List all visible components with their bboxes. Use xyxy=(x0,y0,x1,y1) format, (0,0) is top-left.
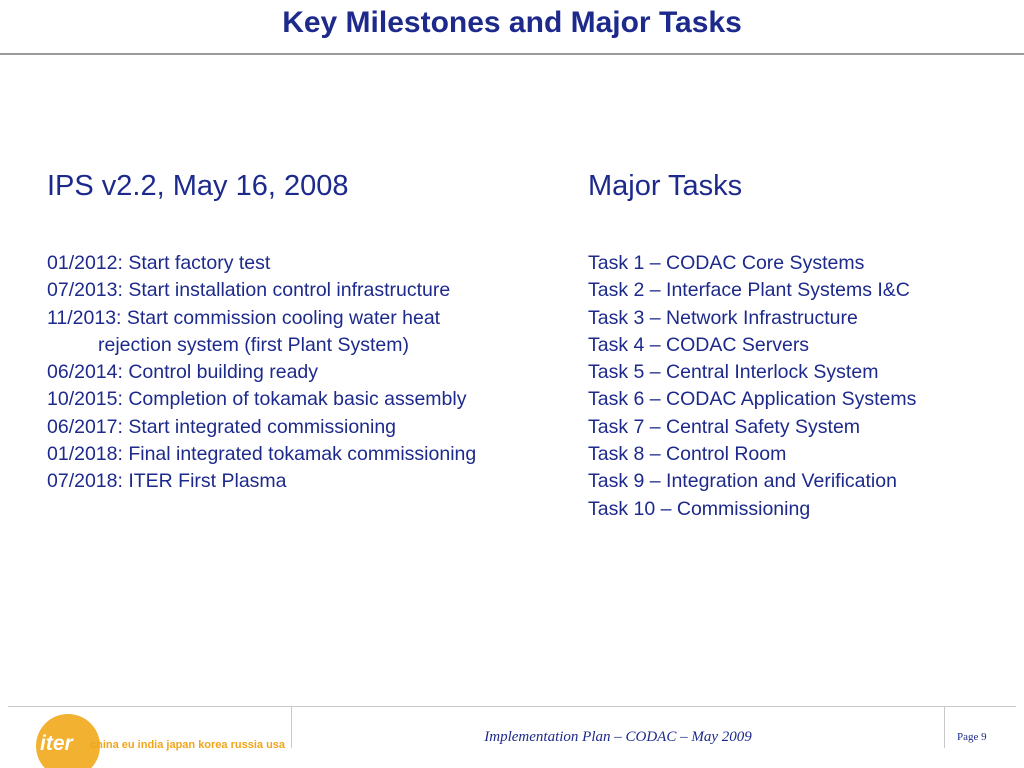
list-item: 10/2015: Completion of tokamak basic assembly xyxy=(47,388,467,411)
list-item: Task 1 – CODAC Core Systems xyxy=(588,252,865,274)
title-divider xyxy=(0,53,1024,55)
slide-title: Key Milestones and Major Tasks xyxy=(282,6,742,39)
list-item: Task 4 – CODAC Servers xyxy=(588,333,810,356)
list-item: 01/2012: Start factory test xyxy=(47,252,271,274)
list-item: Task 6 – CODAC Application Systems xyxy=(588,388,917,411)
list-item: Task 10 – Commissioning xyxy=(588,497,811,520)
list-item: 06/2014: Control building ready xyxy=(47,361,319,384)
logo-wordmark: iter xyxy=(40,732,73,755)
page-number: Page 9 xyxy=(957,731,987,743)
list-item: 11/2013: Start commission cooling water heat xyxy=(47,306,441,329)
footer-caption: Implementation Plan – CODAC – May 2009 xyxy=(484,729,752,745)
list-item: Task 3 – Network Infrastructure xyxy=(588,306,858,329)
list-item: 06/2017: Start integrated commissioning xyxy=(47,415,397,438)
footer-divider xyxy=(8,706,1016,707)
iter-logo xyxy=(14,712,292,768)
list-item: Task 5 – Central Interlock System xyxy=(588,361,879,384)
list-item-continuation: rejection system (first Plant System) xyxy=(98,333,409,356)
tasks-list xyxy=(588,250,916,523)
list-item: 01/2018: Final integrated tokamak commissioning xyxy=(47,443,477,466)
tasks-heading: Major Tasks xyxy=(588,170,743,202)
list-item: Task 7 – Central Safety System xyxy=(588,415,861,438)
milestones-heading: IPS v2.2, May 16, 2008 xyxy=(47,170,349,202)
list-item: Task 9 – Integration and Verification xyxy=(588,470,897,493)
list-item: 07/2018: ITER First Plasma xyxy=(47,470,287,493)
list-item: Task 2 – Interface Plant Systems I&C xyxy=(588,279,910,302)
logo-tagline: china eu india japan korea russia usa xyxy=(90,739,286,751)
footer-separator xyxy=(944,706,945,748)
milestones-list xyxy=(47,250,476,496)
list-item: 07/2013: Start installation control infrastructure xyxy=(47,279,451,302)
list-item: Task 8 – Control Room xyxy=(588,443,787,466)
